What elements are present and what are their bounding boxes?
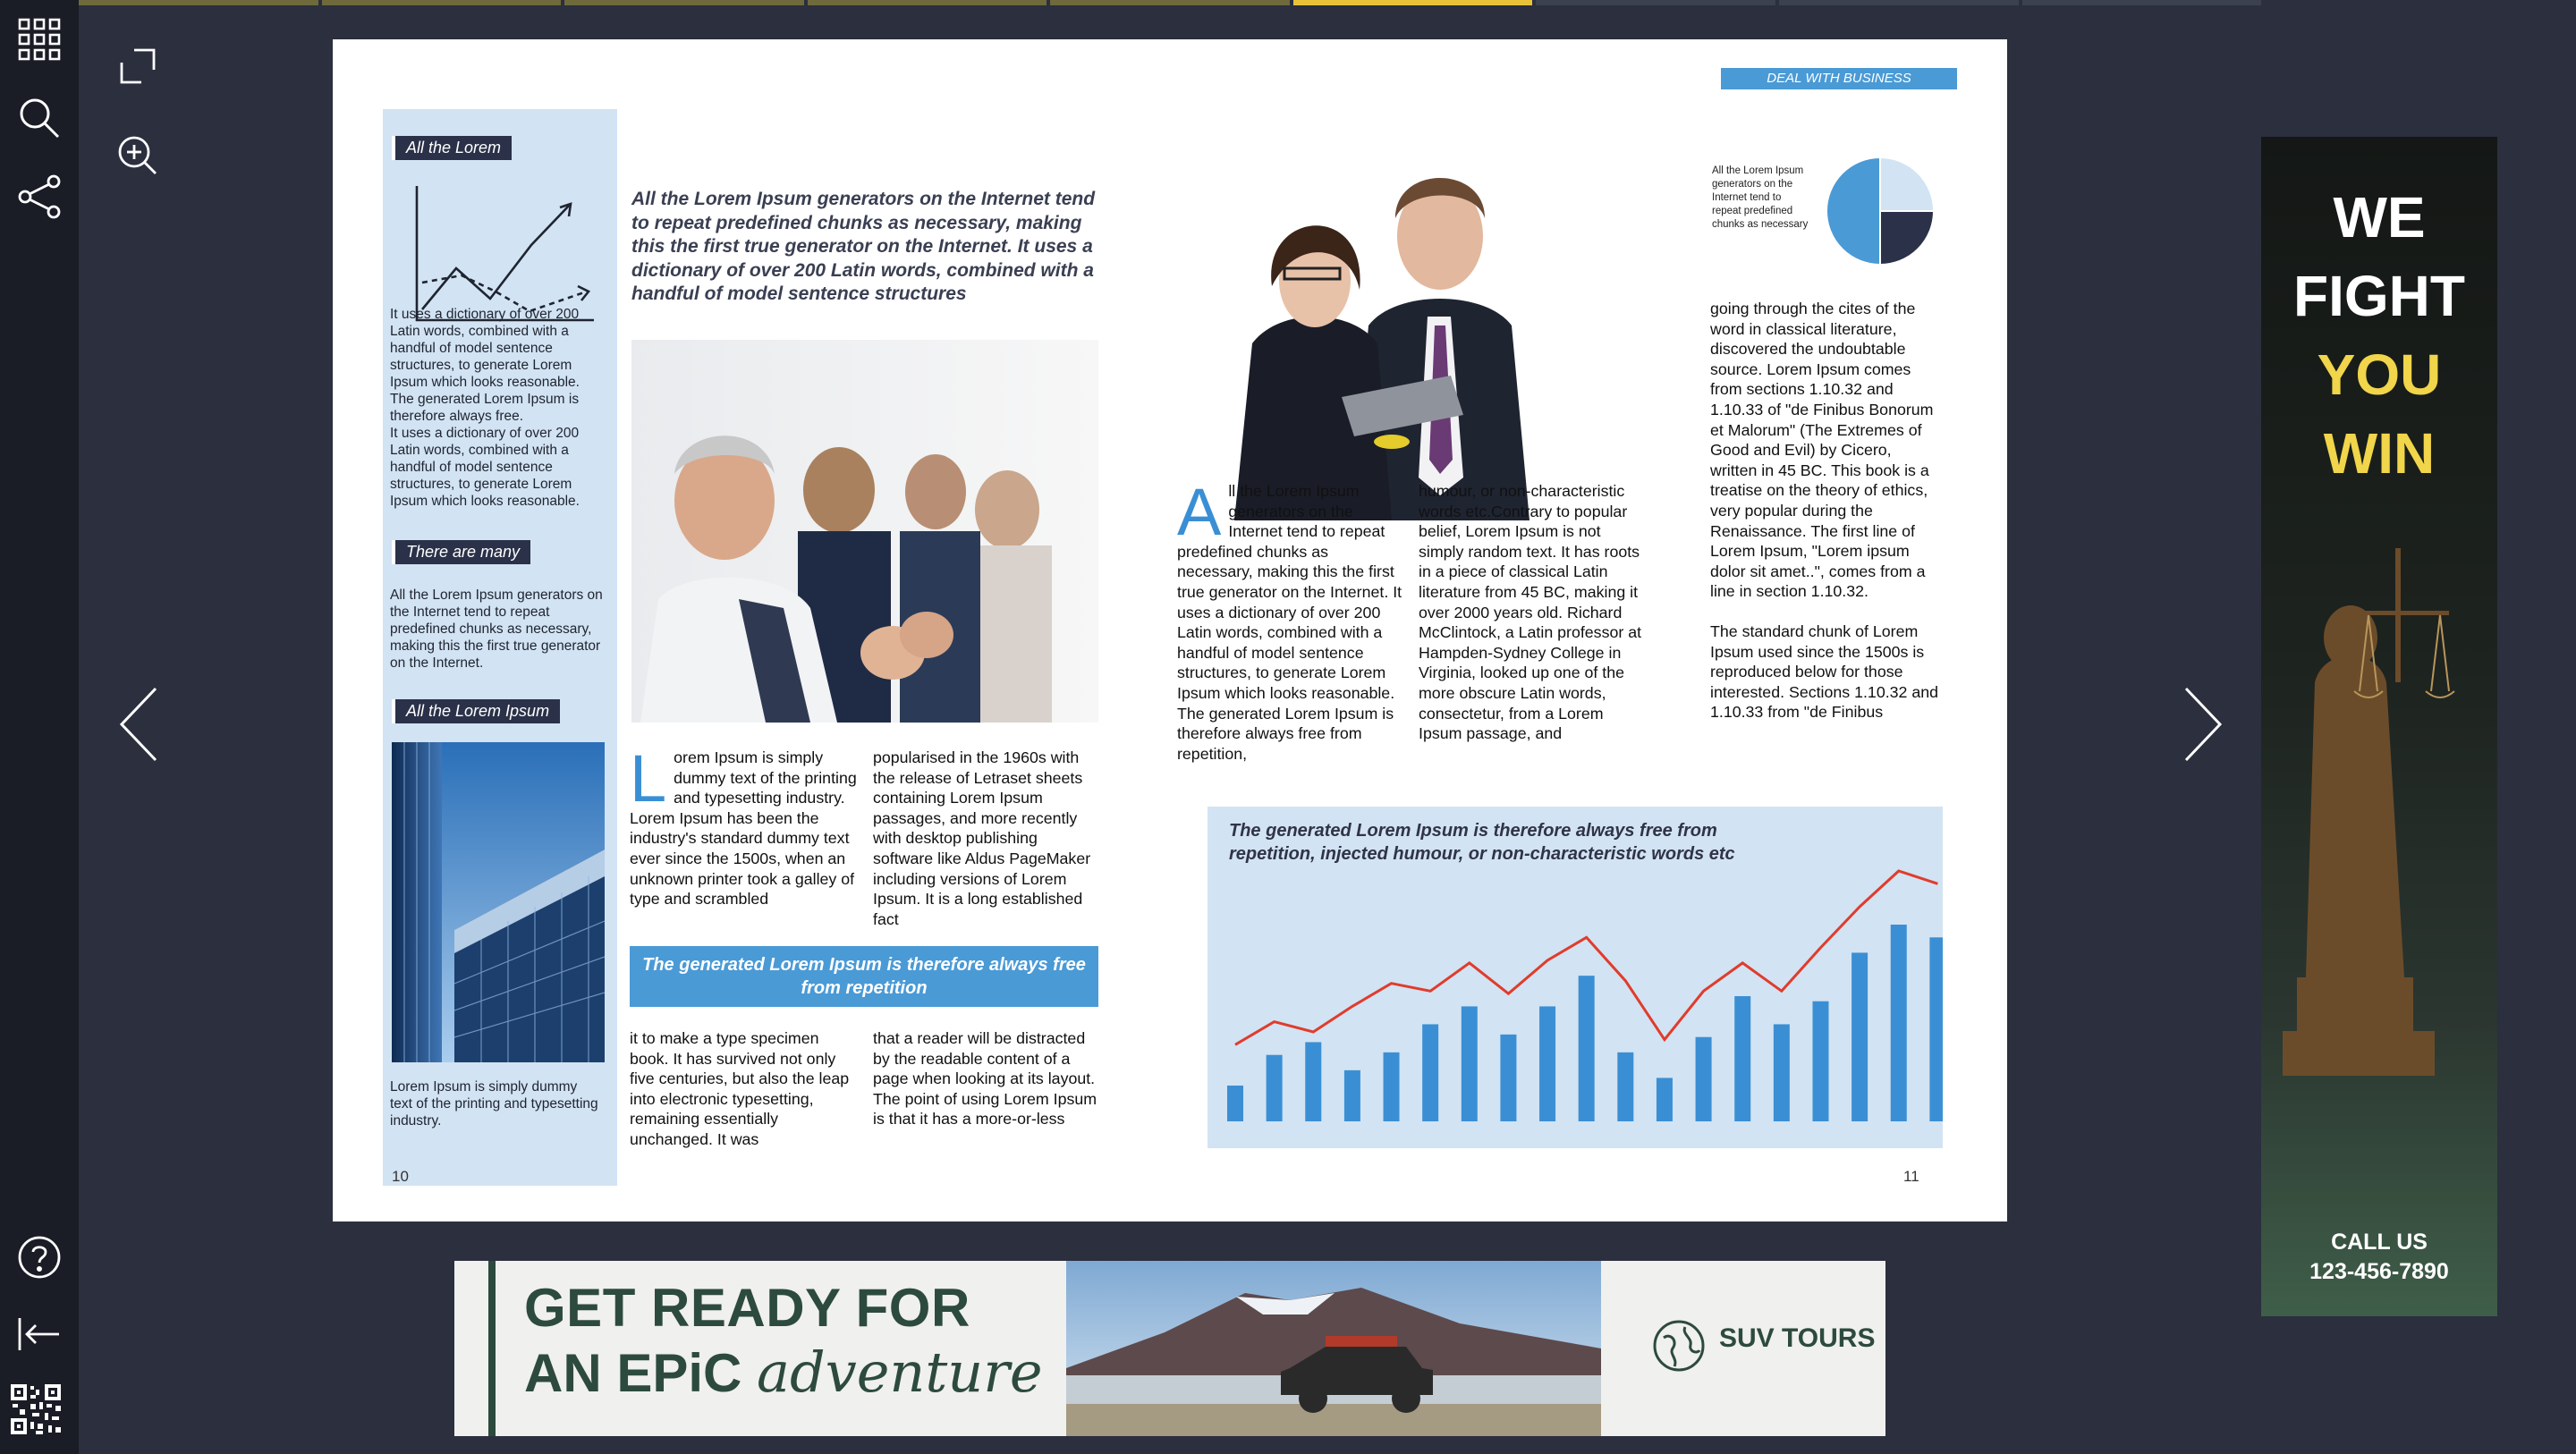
help-icon[interactable] <box>16 1234 63 1281</box>
line-graph-illustration <box>411 182 596 325</box>
right-page <box>1170 39 2007 1222</box>
chart-bar <box>1696 1037 1712 1121</box>
page-thumbnails-bar[interactable] <box>79 0 2261 5</box>
grid-icon[interactable] <box>16 16 63 63</box>
chart-bar <box>1227 1086 1243 1121</box>
left-page <box>333 39 1170 1222</box>
side-paragraph: All the Lorem Ipsum generators on the Internet tend to repeat predefined chunks as necessary, making this the first true generator on the Internet. <box>390 588 603 671</box>
intro-paragraph: All the Lorem Ipsum generators on the Internet tend to repeat predefined chunks as necessary, making this the first true generator on the Internet. It uses a dictionary of over 200 Latin words, combined with a handful of model sentence structures <box>631 189 1096 304</box>
pie-chart <box>1825 156 1936 266</box>
article-column-3 <box>630 1028 857 1191</box>
chart-bar <box>1929 937 1943 1121</box>
thumb[interactable] <box>79 0 318 5</box>
thumb[interactable] <box>322 0 562 5</box>
chart-bar <box>1462 1006 1478 1121</box>
ad-contact <box>2261 1228 2497 1287</box>
ad-accent-bar <box>488 1261 496 1436</box>
chart-bar <box>1812 1002 1828 1121</box>
chart-bar <box>1774 1024 1790 1121</box>
chart-bar <box>1891 925 1907 1121</box>
building-photo <box>392 742 605 1062</box>
chart-bar <box>1422 1024 1438 1121</box>
drop-cap: L <box>630 748 667 816</box>
article-column-1 <box>630 748 857 969</box>
ad-phone: 123-456-7890 <box>2309 1259 2449 1284</box>
column-text: popularised in the 1960s with the release of Letraset sheets containing Lorem Ipsum passages, and more recently with desktop publishing software like Aldus PageMaker including versions of Lorem Ipsum. It is a long established fact <box>873 748 1091 928</box>
article-column-2 <box>873 748 1100 969</box>
ad-headline-1: GET READY FOR <box>524 1278 970 1338</box>
lady-justice-statue <box>2261 512 2497 1174</box>
side-text-2 <box>390 587 603 672</box>
column-text: going through the cites of the word in classical literature, discovered the undoubtable source. Lorem Ipsum comes from sections 1.10.32 and 1.10.33 of "de Finibus Bonorum et Malorum" (The Extremes of Good and Evil) by Cicero, written in 45 BC. This book is a treatise on the theory of ethics, very popular during the Renaissance. The first line of Lorem Ipsum, "Lorem ipsum dolor sit amet..", comes from a line in section 1.10.32. <box>1710 300 1934 601</box>
pull-quote-text: The generated Lorem Ipsum is therefore always free from repetition <box>642 955 1086 998</box>
next-arrow-icon[interactable] <box>2175 680 2229 769</box>
chart-panel <box>1208 807 1943 1148</box>
thumb[interactable] <box>1536 0 1775 5</box>
prev-arrow-icon[interactable] <box>113 680 166 769</box>
article-column-r3 <box>1710 299 1939 832</box>
side-text-1 <box>390 306 603 510</box>
audience-clapping-photo <box>631 340 1098 723</box>
pie-slice <box>1880 157 1934 211</box>
ad-headline-2a: AN EPiC <box>524 1343 758 1403</box>
column-text: that a reader will be distracted by the readable content of a page when looking at its layout. The point of using Lorem Ipsum is that it has a more-or-less <box>873 1029 1097 1129</box>
thumb[interactable] <box>808 0 1047 5</box>
chart-bar <box>1305 1042 1321 1121</box>
chart-bar <box>1617 1052 1633 1121</box>
side-paragraph: It uses a dictionary of over 200 Latin words, combined with a handful of model sentence structures, to generate Lorem Ipsum which looks reasonable. The generated Lorem Ipsum is therefore always free. <box>390 307 580 424</box>
column-text: it to make a type specimen book. It has survived not only five centuries, but also the leap into electronic typesetting, remaining essentially unchanged. It was <box>630 1029 850 1148</box>
chart-bar <box>1539 1006 1555 1121</box>
thumb[interactable] <box>1779 0 2019 5</box>
ad-brand: SUV TOURS <box>1719 1323 1876 1353</box>
chart-bar <box>1579 976 1595 1121</box>
bar-line-chart <box>1208 807 1943 1148</box>
ad-headline <box>2261 178 2497 493</box>
section-tag: There are many <box>392 540 530 564</box>
chart-bar <box>1384 1052 1400 1121</box>
chart-bar <box>1657 1078 1673 1121</box>
thumb-current[interactable] <box>1293 0 1533 5</box>
article-column-4 <box>873 1028 1100 1191</box>
ad-line: WE <box>2333 185 2426 249</box>
thumb[interactable] <box>1050 0 1290 5</box>
article-column-r2 <box>1419 481 1648 832</box>
ad-headline-2 <box>524 1340 1043 1405</box>
column-text: The standard chunk of Lorem Ipsum used since the 1500s is reproduced below for those interested. Sections 1.10.32 and 1.10.33 from "de Finibus <box>1710 621 1939 722</box>
page-number: 10 <box>392 1168 409 1185</box>
pie-chart-label: All the Lorem Ipsum generators on the Internet tend to repeat predefined chunks as necessary <box>1712 165 1809 230</box>
chart-bar <box>1734 996 1750 1121</box>
chart-caption: The generated Lorem Ipsum is therefore always free from repetition, injected humour, or non-characteristic words etc <box>1229 821 1735 864</box>
column-text: humour, or non-characteristic words etc.Contrary to popular belief, Lorem Ipsum is not simply random text. It has roots in a piece of classical Latin literature from 45 BC, making it over 2000 years old. Richard McClintock, a Latin professor at Hampden-Sydney College in Virginia, looked up one of the more obscure Latin words, consectetur, from a Lorem Ipsum passage, and <box>1419 482 1642 743</box>
column-text: ll the Lorem Ipsum generators on the Internet tend to repeat predefined chunks as necessary, making this the first true generator on the Internet. It uses a dictionary of over 200 Latin words, combined with a handful of model sentence structures, to generate Lorem Ipsum which looks reasonable. The generated Lorem Ipsum is therefore always free from repetition, <box>1177 482 1402 763</box>
column-text: orem Ipsum is simply dummy text of the printing and typesetting industry. Lorem Ipsum has been the industry's standard dummy text ever since the 1500s, when an unknown printer took a galley of type and scrambled <box>630 748 857 909</box>
section-tag: All the Lorem Ipsum <box>392 699 560 723</box>
globe-logo-icon <box>1651 1318 1707 1374</box>
ad-line: YOU <box>2317 342 2442 407</box>
exit-icon[interactable] <box>16 1311 63 1357</box>
right-advertisement[interactable] <box>2261 137 2497 1316</box>
thumb[interactable] <box>2022 0 2262 5</box>
building-caption: Lorem Ipsum is simply dummy text of the printing and typesetting industry. <box>390 1079 598 1129</box>
chart-bar <box>1344 1070 1360 1121</box>
ad-headline-2b: adventure <box>757 1340 1043 1405</box>
drop-cap: A <box>1177 481 1222 549</box>
fullscreen-icon[interactable] <box>114 43 161 89</box>
pull-quote-box <box>630 946 1098 1007</box>
left-sidebar <box>0 0 79 1454</box>
share-icon[interactable] <box>16 173 63 220</box>
magazine-spread[interactable] <box>333 39 2007 1222</box>
ad-call-label: CALL US <box>2331 1230 2428 1255</box>
pie-slice <box>1880 211 1934 265</box>
section-tag: All the Lorem <box>392 136 512 160</box>
section-header-tag: DEAL WITH BUSINESS <box>1721 68 1957 89</box>
business-people-photo <box>1216 102 1578 520</box>
chart-bar <box>1500 1035 1516 1121</box>
chart-bar <box>1852 952 1868 1121</box>
article-column-r1 <box>1177 481 1406 832</box>
qr-code-icon[interactable] <box>9 1382 63 1436</box>
side-paragraph: It uses a dictionary of over 200 Latin words, combined with a handful of model sentence structures, to generate Lorem Ipsum which looks reasonable. <box>390 426 580 509</box>
chart-bar <box>1267 1055 1283 1121</box>
page-number: 11 <box>1903 1168 1919 1185</box>
suv-landscape-photo <box>1066 1261 1601 1436</box>
ad-line: WIN <box>2323 421 2436 486</box>
thumb[interactable] <box>564 0 804 5</box>
search-icon[interactable] <box>16 95 63 141</box>
ad-line: FIGHT <box>2293 264 2465 328</box>
bottom-advertisement[interactable] <box>454 1261 1885 1436</box>
zoom-in-icon[interactable] <box>114 132 161 179</box>
pie-slice <box>1826 157 1880 265</box>
